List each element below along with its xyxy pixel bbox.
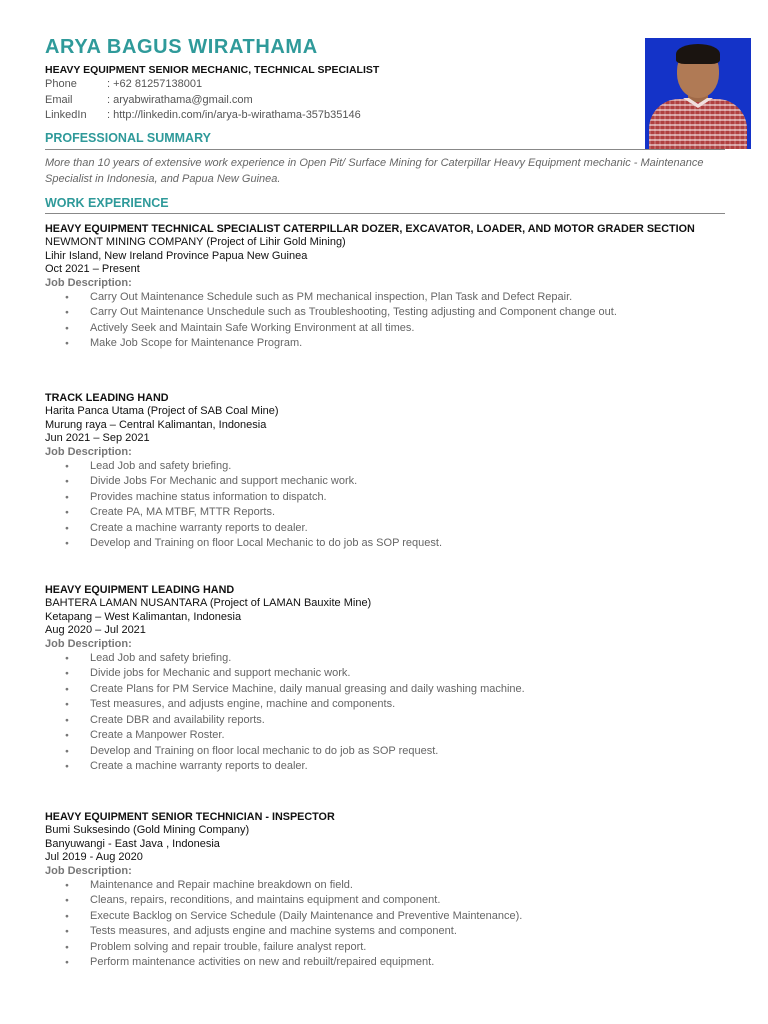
experience-divider: [45, 213, 725, 214]
contact-value: : http://linkedin.com/in/arya-b-wirathama-357b35146: [107, 109, 361, 121]
duty-item: ● Test measures, and adjusts engine, machine and components.: [45, 697, 735, 713]
duty-item: ● Carry Out Maintenance Unschedule such as Troubleshooting, Testing adjusting and Component change out.: [45, 305, 735, 321]
duty-item: ● Create PA, MA MTBF, MTTR Reports.: [45, 505, 735, 521]
job-title: HEAVY EQUIPMENT SENIOR TECHNICIAN - INSPECTOR: [45, 811, 335, 823]
duty-list: [45, 878, 735, 971]
duty-item: ● Problem solving and repair trouble, failure analyst report.: [45, 940, 735, 956]
duty-item: ● Create a Manpower Roster.: [45, 728, 735, 744]
job-description-label: Job Description:: [45, 864, 132, 877]
job-description-label: Job Description:: [45, 637, 132, 650]
job-period: Aug 2020 – Jul 2021: [45, 624, 146, 636]
duty-item: ● Create DBR and availability reports.: [45, 713, 735, 729]
job-title: HEAVY EQUIPMENT TECHNICAL SPECIALIST CATERPILLAR DOZER, EXCAVATOR, LOADER, AND MOTOR GRADER SECTION: [45, 223, 695, 235]
duty-item: ● Perform maintenance activities on new and rebuilt/repaired equipment.: [45, 955, 735, 971]
duty-item: ● Provides machine status information to dispatch.: [45, 490, 735, 506]
job-location: Ketapang – West Kalimantan, Indonesia: [45, 610, 242, 623]
summary-heading: PROFESSIONAL SUMMARY: [45, 131, 211, 145]
duty-item: ● Lead Job and safety briefing.: [45, 459, 735, 475]
summary-divider: [45, 149, 725, 150]
job-company: Bumi Suksesindo (Gold Mining Company): [45, 824, 250, 836]
candidate-name: ARYA BAGUS WIRATHAMA: [45, 36, 318, 58]
job-entry: [45, 584, 735, 775]
job-location: Banyuwangi - East Java , Indonesia: [45, 837, 220, 850]
contact-email: [45, 94, 361, 110]
job-company: Harita Panca Utama (Project of SAB Coal Mine): [45, 405, 279, 417]
duty-list: [45, 651, 735, 775]
job-period: Oct 2021 – Present: [45, 263, 140, 275]
summary-text: More than 10 years of extensive work experience in Open Pit/ Surface Mining for Caterpillar Heavy Equipment mechanic - Maintenance Specialist in Indonesia, and Papua New Guinea.: [45, 157, 704, 185]
duty-item: ● Maintenance and Repair machine breakdown on field.: [45, 878, 735, 894]
duty-item: ● Carry Out Maintenance Schedule such as PM mechanical inspection, Plan Task and Defect Repair.: [45, 290, 735, 306]
photo-hair: [676, 44, 720, 64]
job-entry: [45, 811, 735, 971]
job-description-label: Job Description:: [45, 276, 132, 289]
duty-item: ● Lead Job and safety briefing.: [45, 651, 735, 667]
duty-item: ● Create a machine warranty reports to dealer.: [45, 521, 735, 537]
experience-heading: WORK EXPERIENCE: [45, 196, 169, 210]
contact-label: Email: [45, 93, 73, 106]
duty-item: ● Create Plans for PM Service Machine, daily manual greasing and daily washing machine.: [45, 682, 735, 698]
duty-item: ● Develop and Training on floor local mechanic to do job as SOP request.: [45, 744, 735, 760]
duty-item: ● Make Job Scope for Maintenance Program.: [45, 336, 735, 352]
duty-item: ● Divide jobs for Mechanic and support mechanic work.: [45, 666, 735, 682]
job-period: Jul 2019 - Aug 2020: [45, 851, 143, 863]
contact-phone: [45, 78, 361, 94]
job-description-label: Job Description:: [45, 445, 132, 458]
duty-item: ● Create a machine warranty reports to dealer.: [45, 759, 735, 775]
duty-list: [45, 459, 735, 552]
duty-item: ● Cleans, repairs, reconditions, and maintains equipment and component.: [45, 893, 735, 909]
job-period: Jun 2021 – Sep 2021: [45, 432, 150, 444]
duty-item: ● Execute Backlog on Service Schedule (Daily Maintenance and Preventive Maintenance).: [45, 909, 735, 925]
duty-item: ● Actively Seek and Maintain Safe Working Environment at all times.: [45, 321, 735, 337]
contact-block: [45, 78, 361, 125]
duty-list: [45, 290, 735, 352]
job-company: BAHTERA LAMAN NUSANTARA (Project of LAMAN Bauxite Mine): [45, 597, 372, 609]
contact-value: : aryabwirathama@gmail.com: [107, 93, 253, 106]
job-location: Murung raya – Central Kalimantan, Indonesia: [45, 418, 267, 431]
profile-photo: [645, 38, 751, 149]
job-title: TRACK LEADING HAND: [45, 392, 169, 404]
candidate-headline: HEAVY EQUIPMENT SENIOR MECHANIC, TECHNICAL SPECIALIST: [45, 64, 380, 76]
duty-item: ● Tests measures, and adjusts engine and machine systems and component.: [45, 924, 735, 940]
duty-item: ● Develop and Training on floor Local Mechanic to do job as SOP request.: [45, 536, 735, 552]
contact-label: Phone: [45, 78, 77, 90]
duty-item: ● Divide Jobs For Mechanic and support mechanic work.: [45, 474, 735, 490]
contact-label: LinkedIn: [45, 109, 87, 121]
job-entry: [45, 223, 735, 352]
job-company: NEWMONT MINING COMPANY (Project of Lihir Gold Mining): [45, 236, 346, 248]
contact-value: : +62 81257138001: [107, 78, 203, 90]
job-title: HEAVY EQUIPMENT LEADING HAND: [45, 584, 235, 596]
contact-linkedin: [45, 109, 361, 125]
job-entry: [45, 392, 735, 552]
job-location: Lihir Island, New Ireland Province Papua New Guinea: [45, 249, 308, 262]
